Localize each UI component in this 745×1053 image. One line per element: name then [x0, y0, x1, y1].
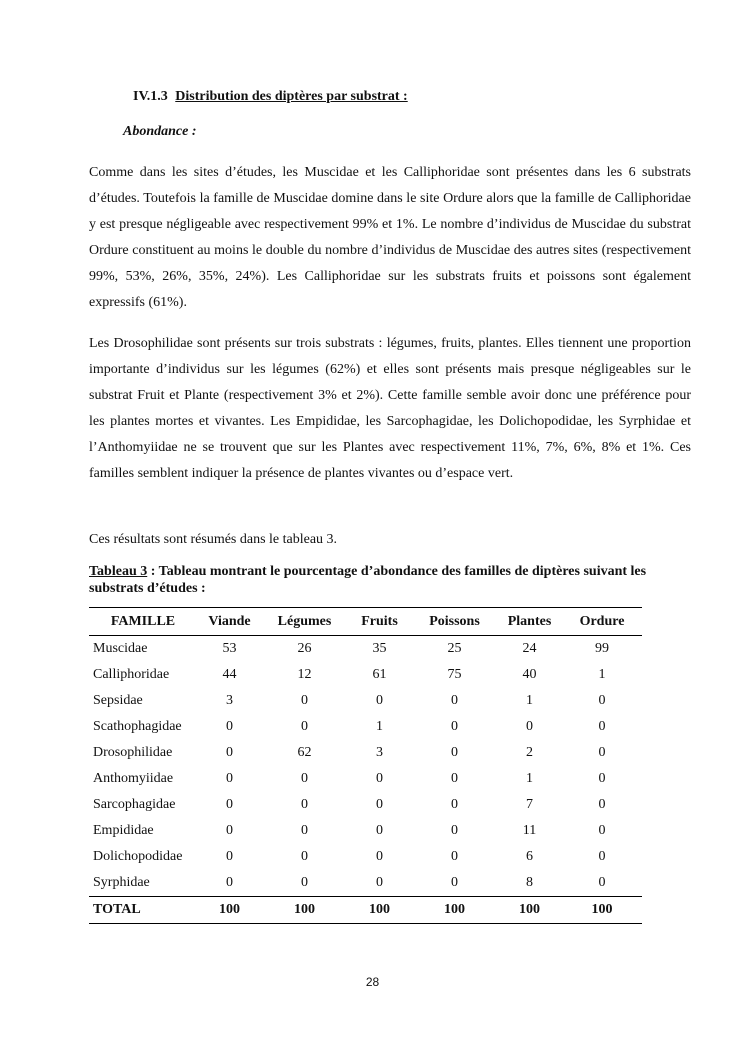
table-row — [89, 714, 642, 740]
value-cell: 0 — [451, 849, 458, 864]
value-cell: 0 — [376, 875, 383, 890]
value-cell: 0 — [598, 719, 606, 734]
value-cell: 40 — [522, 667, 537, 682]
total-value-cell: 100 — [562, 897, 642, 924]
value-cell: 6 — [526, 849, 533, 864]
paragraph-muscidae: Comme dans les sites d’études, les Muscidae et les Calliphoridae sont présentes dans les 6 substrats d’études. Toutefois la famille de Muscidae domine dans le site Ordure alors que la famille de Calliphoridae y est presque négligeable avec respectivement 99% et 1%. Le nombre d’individus de Muscidae du substrat Ordure constituent au moins le double du nombre d’individus de Muscidae des autres sites (respectivement 99%, 53%, 26%, 35%, 24%). Les Calliphoridae sur les substrats fruits et poissons sont également expressifs (61%). — [89, 165, 691, 310]
table-row — [89, 818, 642, 844]
table-row — [89, 740, 642, 766]
value-cell: 35 — [372, 641, 387, 656]
table-row — [89, 844, 642, 870]
value-cell: 0 — [376, 823, 383, 838]
table-row — [89, 662, 642, 688]
total-value-cell: 100 — [497, 897, 562, 924]
value-cell: 0 — [598, 797, 606, 812]
table-row — [89, 792, 642, 818]
value-cell: 1 — [526, 693, 533, 708]
value-cell: 3 — [376, 745, 383, 760]
family-name-cell: Syrphidae — [93, 875, 150, 890]
paragraph-drosophilidae: Les Drosophilidae sont présents sur trois substrats : légumes, fruits, plantes. Elles tiennent une proportion importante d’individus sur les légumes (62%) et elles sont présents mais presque négligeables sur le substrat Fruit et Plante (respectivement 3% et 2%). Cette famille semble avoir donc une préférence pour les plantes mortes et vivantes. Les Empididae, les Sarcophagidae, les Dolichopodidae, les Syrphidae et l’Anthomyiidae ne se trouvent que sur les Plantes avec respectivement 11%, 7%, 6%, 8% et 1%. Ces familles semblent indiquer la présence de plantes vivantes ou d’espace vert. — [89, 336, 691, 481]
value-cell: 24 — [522, 641, 537, 656]
page-number: 28 — [365, 975, 380, 989]
value-cell: 1 — [526, 771, 533, 786]
value-cell: 1 — [598, 667, 606, 682]
header-ordure: Ordure — [562, 608, 642, 636]
value-cell: 3 — [226, 693, 233, 708]
value-cell: 0 — [226, 875, 233, 890]
header-legumes: Légumes — [262, 608, 347, 636]
value-cell: 0 — [598, 745, 606, 760]
value-cell: 26 — [297, 641, 312, 656]
value-cell: 0 — [301, 875, 308, 890]
value-cell: 0 — [226, 719, 233, 734]
value-cell: 75 — [447, 667, 462, 682]
value-cell: 44 — [222, 667, 237, 682]
value-cell: 0 — [226, 823, 233, 838]
table-row — [89, 766, 642, 792]
value-cell: 0 — [301, 693, 308, 708]
family-name-cell: Drosophilidae — [93, 745, 173, 760]
table-row — [89, 870, 642, 897]
total-value-cell: 100 — [262, 897, 347, 924]
header-famille: FAMILLE — [89, 608, 197, 636]
family-name-cell: Dolichopodidae — [93, 849, 183, 864]
section-title: Distribution des diptères par substrat : — [175, 89, 408, 104]
value-cell: 0 — [376, 693, 383, 708]
abundance-table — [89, 607, 642, 924]
total-value-cell: 100 — [347, 897, 412, 924]
value-cell: 0 — [301, 797, 308, 812]
value-cell: 0 — [226, 745, 233, 760]
value-cell: 62 — [297, 745, 312, 760]
table-caption-text: : Tableau montrant le pourcentage d’abondance des familles de diptères suivant les substrats d’études : — [89, 564, 647, 596]
value-cell: 0 — [598, 693, 606, 708]
value-cell: 25 — [447, 641, 462, 656]
total-value-cell: 100 — [197, 897, 262, 924]
value-cell: 0 — [451, 823, 458, 838]
value-cell: 0 — [598, 771, 606, 786]
value-cell: 11 — [522, 823, 537, 838]
table-body — [89, 636, 642, 924]
table-header-row — [89, 608, 642, 636]
value-cell: 0 — [226, 849, 233, 864]
table-caption — [89, 563, 691, 597]
family-name-cell: Muscidae — [93, 641, 148, 656]
value-cell: 8 — [526, 875, 533, 890]
table-total-row — [89, 897, 642, 924]
value-cell: 2 — [526, 745, 533, 760]
table-row — [89, 636, 642, 663]
value-cell: 0 — [226, 797, 233, 812]
value-cell: 0 — [598, 849, 606, 864]
value-cell: 0 — [376, 771, 383, 786]
family-name-cell: Scathophagidae — [93, 719, 182, 734]
family-name-cell: Calliphoridae — [93, 667, 170, 682]
value-cell: 0 — [301, 823, 308, 838]
header-plantes: Plantes — [497, 608, 562, 636]
value-cell: 0 — [451, 875, 458, 890]
value-cell: 61 — [372, 667, 387, 682]
total-value-cell: 100 — [412, 897, 497, 924]
value-cell: 99 — [595, 641, 609, 656]
total-label-cell: TOTAL — [89, 897, 197, 924]
value-cell: 0 — [301, 771, 308, 786]
value-cell: 0 — [301, 849, 308, 864]
value-cell: 53 — [222, 641, 237, 656]
value-cell: 0 — [376, 849, 383, 864]
value-cell: 0 — [451, 771, 458, 786]
value-cell: 0 — [451, 797, 458, 812]
header-poissons: Poissons — [412, 608, 497, 636]
value-cell: 0 — [598, 823, 606, 838]
table-row — [89, 688, 642, 714]
value-cell: 0 — [301, 719, 308, 734]
value-cell: 0 — [376, 797, 383, 812]
subsection-heading: Abondance : — [123, 124, 197, 139]
header-fruits: Fruits — [347, 608, 412, 636]
value-cell: 0 — [451, 693, 458, 708]
value-cell: 0 — [526, 719, 533, 734]
family-name-cell: Empididae — [93, 823, 154, 838]
value-cell: 0 — [451, 745, 458, 760]
value-cell: 7 — [526, 797, 533, 812]
section-number: IV.1.3 — [133, 89, 168, 104]
header-viande: Viande — [197, 608, 262, 636]
value-cell: 0 — [451, 719, 458, 734]
value-cell: 1 — [376, 719, 383, 734]
value-cell: 0 — [226, 771, 233, 786]
section-heading — [133, 89, 408, 105]
paragraph-summary: Ces résultats sont résumés dans le tableau 3. — [89, 532, 338, 547]
family-name-cell: Sarcophagidae — [93, 797, 176, 812]
family-name-cell: Anthomyiidae — [93, 771, 174, 786]
value-cell: 12 — [297, 667, 312, 682]
table-caption-label: Tableau 3 — [89, 564, 148, 579]
value-cell: 0 — [598, 875, 606, 890]
family-name-cell: Sepsidae — [93, 693, 143, 708]
